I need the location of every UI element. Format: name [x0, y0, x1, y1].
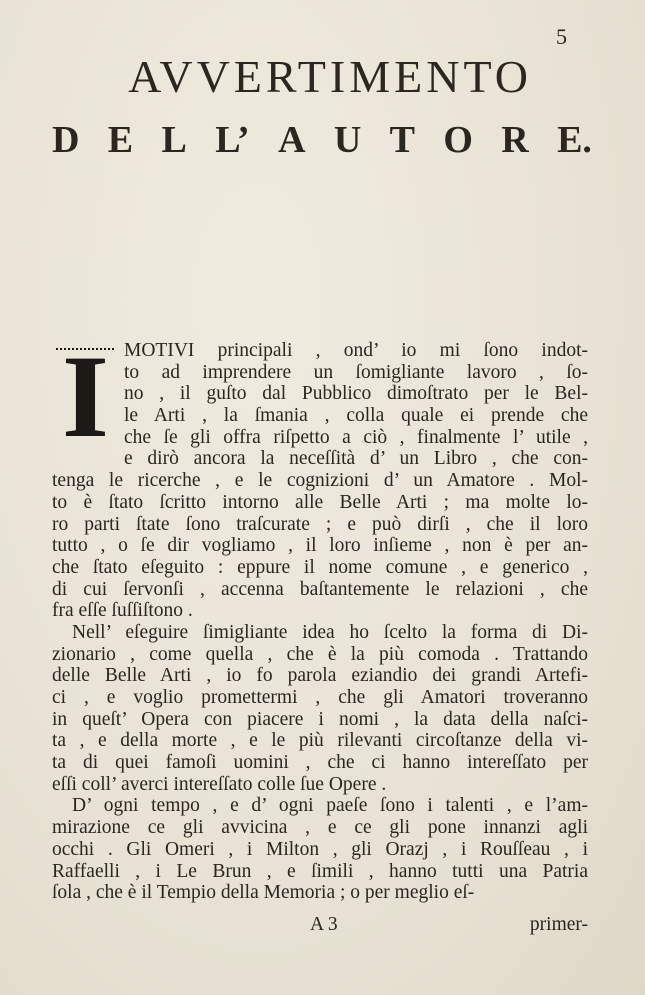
text-line: Nell’ eſeguire ſimigliante idea ho ſcelto la forma di Di-	[72, 621, 588, 643]
text-line: no , il guſto dal Pubblico dimoſtrato per le Bel-	[124, 383, 588, 405]
text-line: occhi . Gli Omeri , i Milton , gli Orazj , i Rouſſeau , i	[52, 838, 588, 860]
text-line: in queſt’ Opera con piacere i nomi , la data della naſci-	[52, 708, 588, 730]
title-letter: D	[52, 119, 80, 161]
title-letter: A	[278, 119, 306, 161]
page-number: 5	[556, 24, 567, 49]
text-line: D’ ogni tempo , e d’ ogni paeſe ſono i talenti , e l’am-	[72, 795, 588, 817]
text-line: fra eſſe ſuſſiſtono .	[52, 600, 193, 622]
title-letter: U	[333, 119, 362, 161]
text-line: e dirò ancora la neceſſità d’ un Libro , che con-	[124, 448, 588, 470]
text-line: che ſe gli offra riſpetto a ciò , finalmente l’ utile ,	[124, 426, 588, 448]
text-line: tenga le ricerche , e le cognizioni d’ un Amatore . Mol-	[52, 470, 588, 492]
text-line: le Arti , la ſmania , colla quale ei prende che	[124, 405, 588, 427]
signature-mark: A 3	[310, 914, 338, 935]
title-letter: E.	[557, 119, 592, 161]
title-letter: T	[389, 119, 416, 161]
text-line: to è ſtato ſcritto intorno alle Belle Arti ; ma molte lo-	[52, 491, 588, 513]
text-line: zionario , come quella , che è la più comoda . Trattando	[52, 643, 588, 665]
text-line: ro parti ſtate ſono traſcurate ; e può dirſi , che il loro	[52, 513, 588, 535]
text-line: ta , e della morte , e le più rilevanti circoſtanze della vi-	[52, 730, 588, 752]
title-avvertimento: AVVERTIMENTO	[128, 51, 532, 102]
title-letter: L’	[215, 119, 250, 161]
text-line: Raffaelli , i Le Brun , e ſimili , hanno tutti una Patria	[52, 860, 588, 882]
text-line: MOTIVI principali , ond’ io mi ſono indot-	[124, 340, 588, 361]
text-line: ci , e voglio promettermi , che gli Amatori troveranno	[52, 687, 588, 708]
text-line: ta di quei famoſi uomini , che ci hanno intereſſato per	[52, 752, 588, 774]
title-dell-autore	[52, 118, 592, 162]
text-line: to ad imprendere un ſomigliante lavoro , ſo-	[124, 361, 588, 383]
title-letter: L	[161, 119, 187, 161]
text-line: eſſi coll’ averci intereſſato colle ſue Opere .	[52, 773, 387, 795]
body-text	[52, 331, 588, 904]
title-letter: R	[501, 119, 529, 161]
text-line: di cui ſervonſi , accenna baſtantemente le relazioni , che	[52, 578, 588, 600]
text-line: mirazione ce gli avvicina , e ce gli pone innanzi agli	[52, 817, 588, 839]
text-line: delle Belle Arti , io fo parola eziandio dei grandi Artefi-	[52, 665, 588, 687]
catchword: primer-	[529, 914, 588, 935]
text-line: che ſtato eſeguito : eppure il nome comune , e generico ,	[52, 556, 588, 578]
drop-cap: I	[52, 342, 118, 460]
text-line: ſola , che è il Tempio della Memoria ; o per meglio eſ-	[52, 882, 475, 904]
title-letter: O	[443, 119, 473, 161]
text-line: tutto , o ſe dir vogliamo , il loro inſieme , non è per an-	[52, 535, 588, 557]
title-letter: E	[107, 119, 134, 161]
